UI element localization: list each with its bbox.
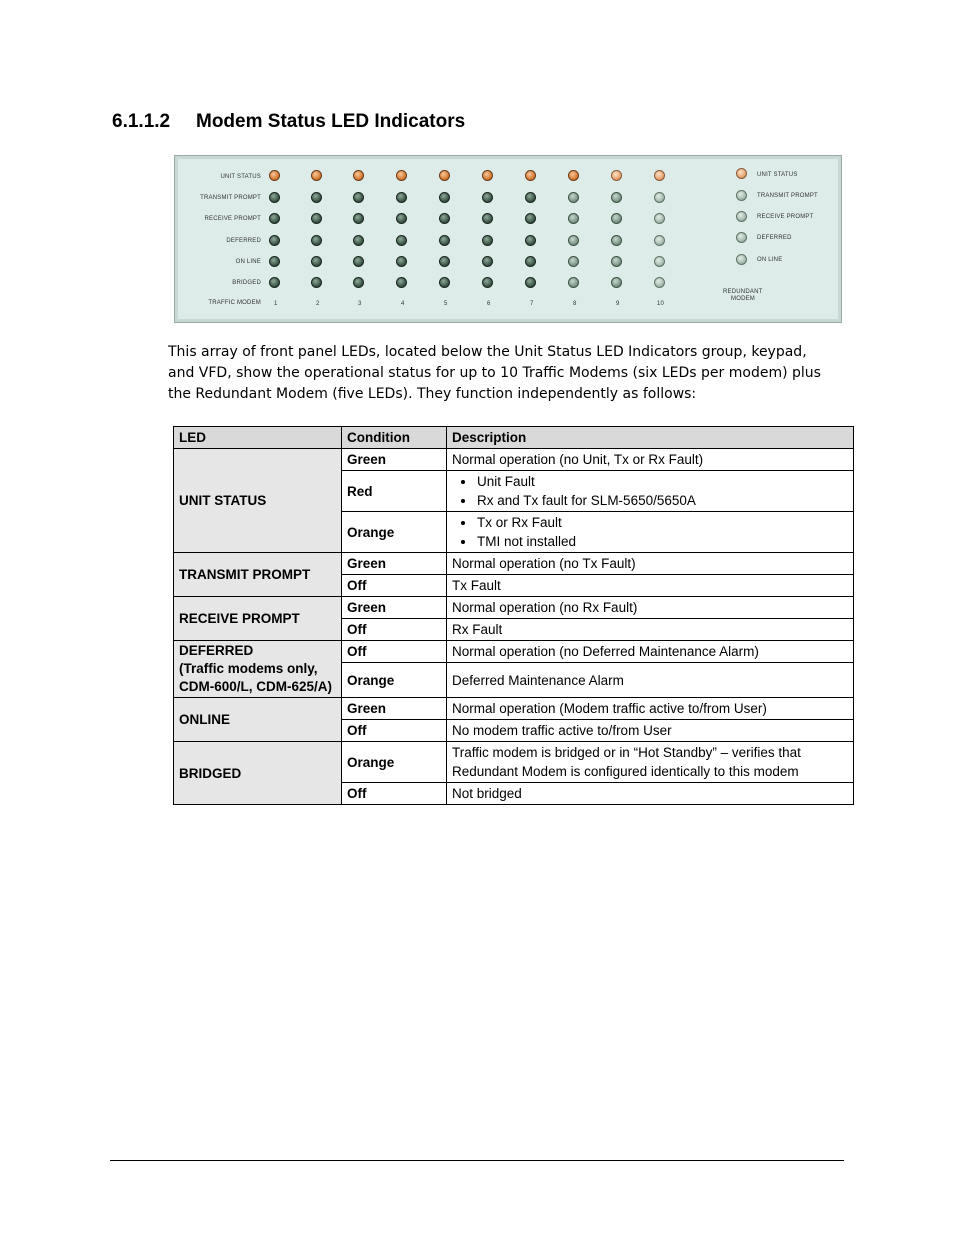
panel-label-unit-status: UNIT STATUS — [220, 174, 261, 180]
led-indicator-icon — [311, 213, 322, 224]
led-indicator-icon — [311, 192, 322, 203]
header-description: Description — [447, 427, 854, 449]
led-indicator-icon — [568, 235, 579, 246]
led-receive-prompt: RECEIVE PROMPT — [174, 597, 342, 641]
description-cell: No modem traffic active to/from User — [447, 720, 854, 742]
led-indicator-icon — [654, 213, 665, 224]
condition-cell: Green — [342, 449, 447, 471]
led-indicator-icon — [568, 256, 579, 267]
condition-cell: Orange — [342, 512, 447, 553]
led-bridged: BRIDGED — [174, 742, 342, 805]
condition-cell: Off — [342, 641, 447, 663]
led-indicator-icon — [568, 213, 579, 224]
led-indicator-icon — [525, 213, 536, 224]
led-indicator-icon — [353, 192, 364, 203]
redundant-led-indicator-icon — [736, 168, 747, 179]
led-indicator-icon — [353, 213, 364, 224]
condition-cell: Off — [342, 619, 447, 641]
list-item: • Unit Fault — [476, 472, 848, 491]
led-indicator-icon — [269, 213, 280, 224]
led-indicator-icon — [353, 170, 364, 181]
led-indicator-icon — [311, 170, 322, 181]
condition-cell: Off — [342, 575, 447, 597]
condition-cell: Off — [342, 720, 447, 742]
table-row — [174, 641, 854, 663]
led-indicator-icon — [269, 256, 280, 267]
led-indicator-icon — [654, 256, 665, 267]
led-deferred-line1: DEFERRED — [179, 643, 254, 658]
led-status-table — [173, 426, 854, 805]
led-indicator-icon — [525, 170, 536, 181]
modem-number: 2 — [316, 301, 320, 307]
led-indicator-icon — [311, 235, 322, 246]
led-indicator-icon — [396, 256, 407, 267]
description-cell: Not bridged — [447, 783, 854, 805]
led-indicator-icon — [525, 235, 536, 246]
list-item: • TMI not installed — [476, 532, 848, 551]
led-indicator-icon — [353, 235, 364, 246]
led-indicator-icon — [611, 277, 622, 288]
modem-number: 4 — [401, 301, 405, 307]
section-heading — [112, 111, 465, 133]
description-cell: Deferred Maintenance Alarm — [447, 663, 854, 698]
intro-paragraph: This array of front panel LEDs, located below the Unit Status LED Indicators group, keypad, and VFD, show the operational status for up to 10 Traffic Modems (six LEDs per modem) plus the Redundant Modem (five LEDs). They function independently as follows: — [168, 344, 821, 402]
panel-label-bridged: BRIDGED — [232, 280, 261, 286]
led-indicator-icon — [525, 256, 536, 267]
table-row — [174, 553, 854, 575]
condition-cell: Orange — [342, 663, 447, 698]
table-row — [174, 449, 854, 471]
led-transmit-prompt: TRANSMIT PROMPT — [174, 553, 342, 597]
description-cell: Tx Fault — [447, 575, 854, 597]
led-indicator-icon — [353, 256, 364, 267]
led-indicator-icon — [568, 170, 579, 181]
section-title: Modem Status LED Indicators — [196, 111, 466, 132]
led-indicator-icon — [482, 170, 493, 181]
condition-cell: Orange — [342, 742, 447, 783]
modem-number: 5 — [444, 301, 448, 307]
modem-number: 3 — [358, 301, 362, 307]
led-indicator-icon — [396, 277, 407, 288]
description-cell: Normal operation (Modem traffic active to/from User) — [447, 698, 854, 720]
header-condition: Condition — [342, 427, 447, 449]
led-indicator-icon — [568, 277, 579, 288]
description-cell — [447, 512, 854, 553]
panel-label-traffic-modem: TRAFFIC MODEM — [208, 300, 261, 306]
led-indicator-icon — [654, 235, 665, 246]
led-indicator-icon — [396, 235, 407, 246]
footer-rule — [110, 1160, 844, 1161]
table-row — [174, 742, 854, 783]
led-indicator-icon — [611, 235, 622, 246]
panel-label-on-line: ON LINE — [235, 259, 261, 265]
led-indicator-icon — [396, 192, 407, 203]
led-indicator-icon — [525, 277, 536, 288]
table-row — [174, 597, 854, 619]
condition-cell: Green — [342, 597, 447, 619]
modem-number: 9 — [616, 301, 620, 307]
led-indicator-icon — [396, 170, 407, 181]
led-indicator-icon — [611, 213, 622, 224]
panel-label-deferred: DEFERRED — [226, 238, 261, 244]
list-item: • Tx or Rx Fault — [476, 513, 848, 532]
led-indicator-icon — [611, 192, 622, 203]
modem-number: 1 — [274, 301, 278, 307]
redundant-led-indicator-icon — [736, 254, 747, 265]
description-cell: Normal operation (no Unit, Tx or Rx Fault) — [447, 449, 854, 471]
led-indicator-icon — [269, 192, 280, 203]
led-deferred-line2: (Traffic modems only, — [179, 661, 318, 676]
description-cell: Normal operation (no Tx Fault) — [447, 553, 854, 575]
condition-cell: Green — [342, 698, 447, 720]
redundant-label-deferred: DEFERRED — [757, 235, 792, 241]
led-indicator-icon — [482, 277, 493, 288]
table-header-row — [174, 427, 854, 449]
led-indicator-icon — [439, 235, 450, 246]
condition-cell: Red — [342, 471, 447, 512]
led-online: ONLINE — [174, 698, 342, 742]
led-indicator-icon — [439, 277, 450, 288]
led-indicator-icon — [311, 256, 322, 267]
redundant-led-indicator-icon — [736, 190, 747, 201]
led-indicator-icon — [482, 213, 493, 224]
led-deferred-line3: CDM-600/L, CDM-625/A) — [179, 679, 333, 694]
led-indicator-icon — [654, 277, 665, 288]
led-indicator-icon — [353, 277, 364, 288]
section-number: 6.1.1.2 — [112, 111, 171, 132]
led-indicator-icon — [525, 192, 536, 203]
description-cell — [447, 742, 854, 783]
led-indicator-icon — [269, 277, 280, 288]
led-indicator-icon — [439, 192, 450, 203]
description-cell: Normal operation (no Deferred Maintenance Alarm) — [447, 641, 854, 663]
table-row — [174, 698, 854, 720]
led-unit-status: UNIT STATUS — [174, 449, 342, 553]
led-indicator-icon — [439, 170, 450, 181]
led-indicator-icon — [611, 170, 622, 181]
modem-number: 8 — [573, 301, 577, 307]
led-indicator-icon — [568, 192, 579, 203]
led-indicator-icon — [611, 256, 622, 267]
panel-label-transmit-prompt: TRANSMIT PROMPT — [200, 195, 261, 201]
description-cell: Normal operation (no Rx Fault) — [447, 597, 854, 619]
description-cell — [447, 471, 854, 512]
header-led: LED — [174, 427, 342, 449]
condition-cell: Off — [342, 783, 447, 805]
led-indicator-icon — [482, 256, 493, 267]
redundant-led-indicator-icon — [736, 211, 747, 222]
redundant-led-indicator-icon — [736, 232, 747, 243]
modem-number: 10 — [657, 301, 665, 307]
modem-number: 6 — [487, 301, 491, 307]
redundant-label-transmit-prompt: TRANSMIT PROMPT — [757, 193, 818, 199]
led-indicator-icon — [654, 170, 665, 181]
redundant-label-receive-prompt: RECEIVE PROMPT — [757, 214, 814, 220]
modem-number: 7 — [530, 301, 534, 307]
led-indicator-icon — [269, 235, 280, 246]
redundant-label-unit-status: UNIT STATUS — [757, 172, 798, 178]
led-indicator-icon — [439, 213, 450, 224]
led-indicator-icon — [396, 213, 407, 224]
list-item: • Rx and Tx fault for SLM-5650/5650A — [476, 491, 848, 510]
led-indicator-icon — [439, 256, 450, 267]
redundant-label-on-line: ON LINE — [757, 257, 783, 263]
led-indicator-icon — [482, 192, 493, 203]
redundant-modem-label-line1: REDUNDANT — [723, 289, 763, 295]
panel-label-receive-prompt: RECEIVE PROMPT — [204, 216, 261, 222]
led-indicator-icon — [654, 192, 665, 203]
led-deferred — [174, 641, 342, 698]
condition-cell: Green — [342, 553, 447, 575]
description-cell: Rx Fault — [447, 619, 854, 641]
led-indicator-icon — [482, 235, 493, 246]
led-indicator-icon — [269, 170, 280, 181]
led-panel-figure — [174, 155, 842, 323]
description-line: Redundant Modem is configured identically to this modem — [452, 764, 799, 779]
led-indicator-icon — [311, 277, 322, 288]
redundant-modem-label-line2: MODEM — [731, 296, 755, 302]
description-line: Traffic modem is bridged or in “Hot Standby” – verifies that — [452, 745, 801, 760]
